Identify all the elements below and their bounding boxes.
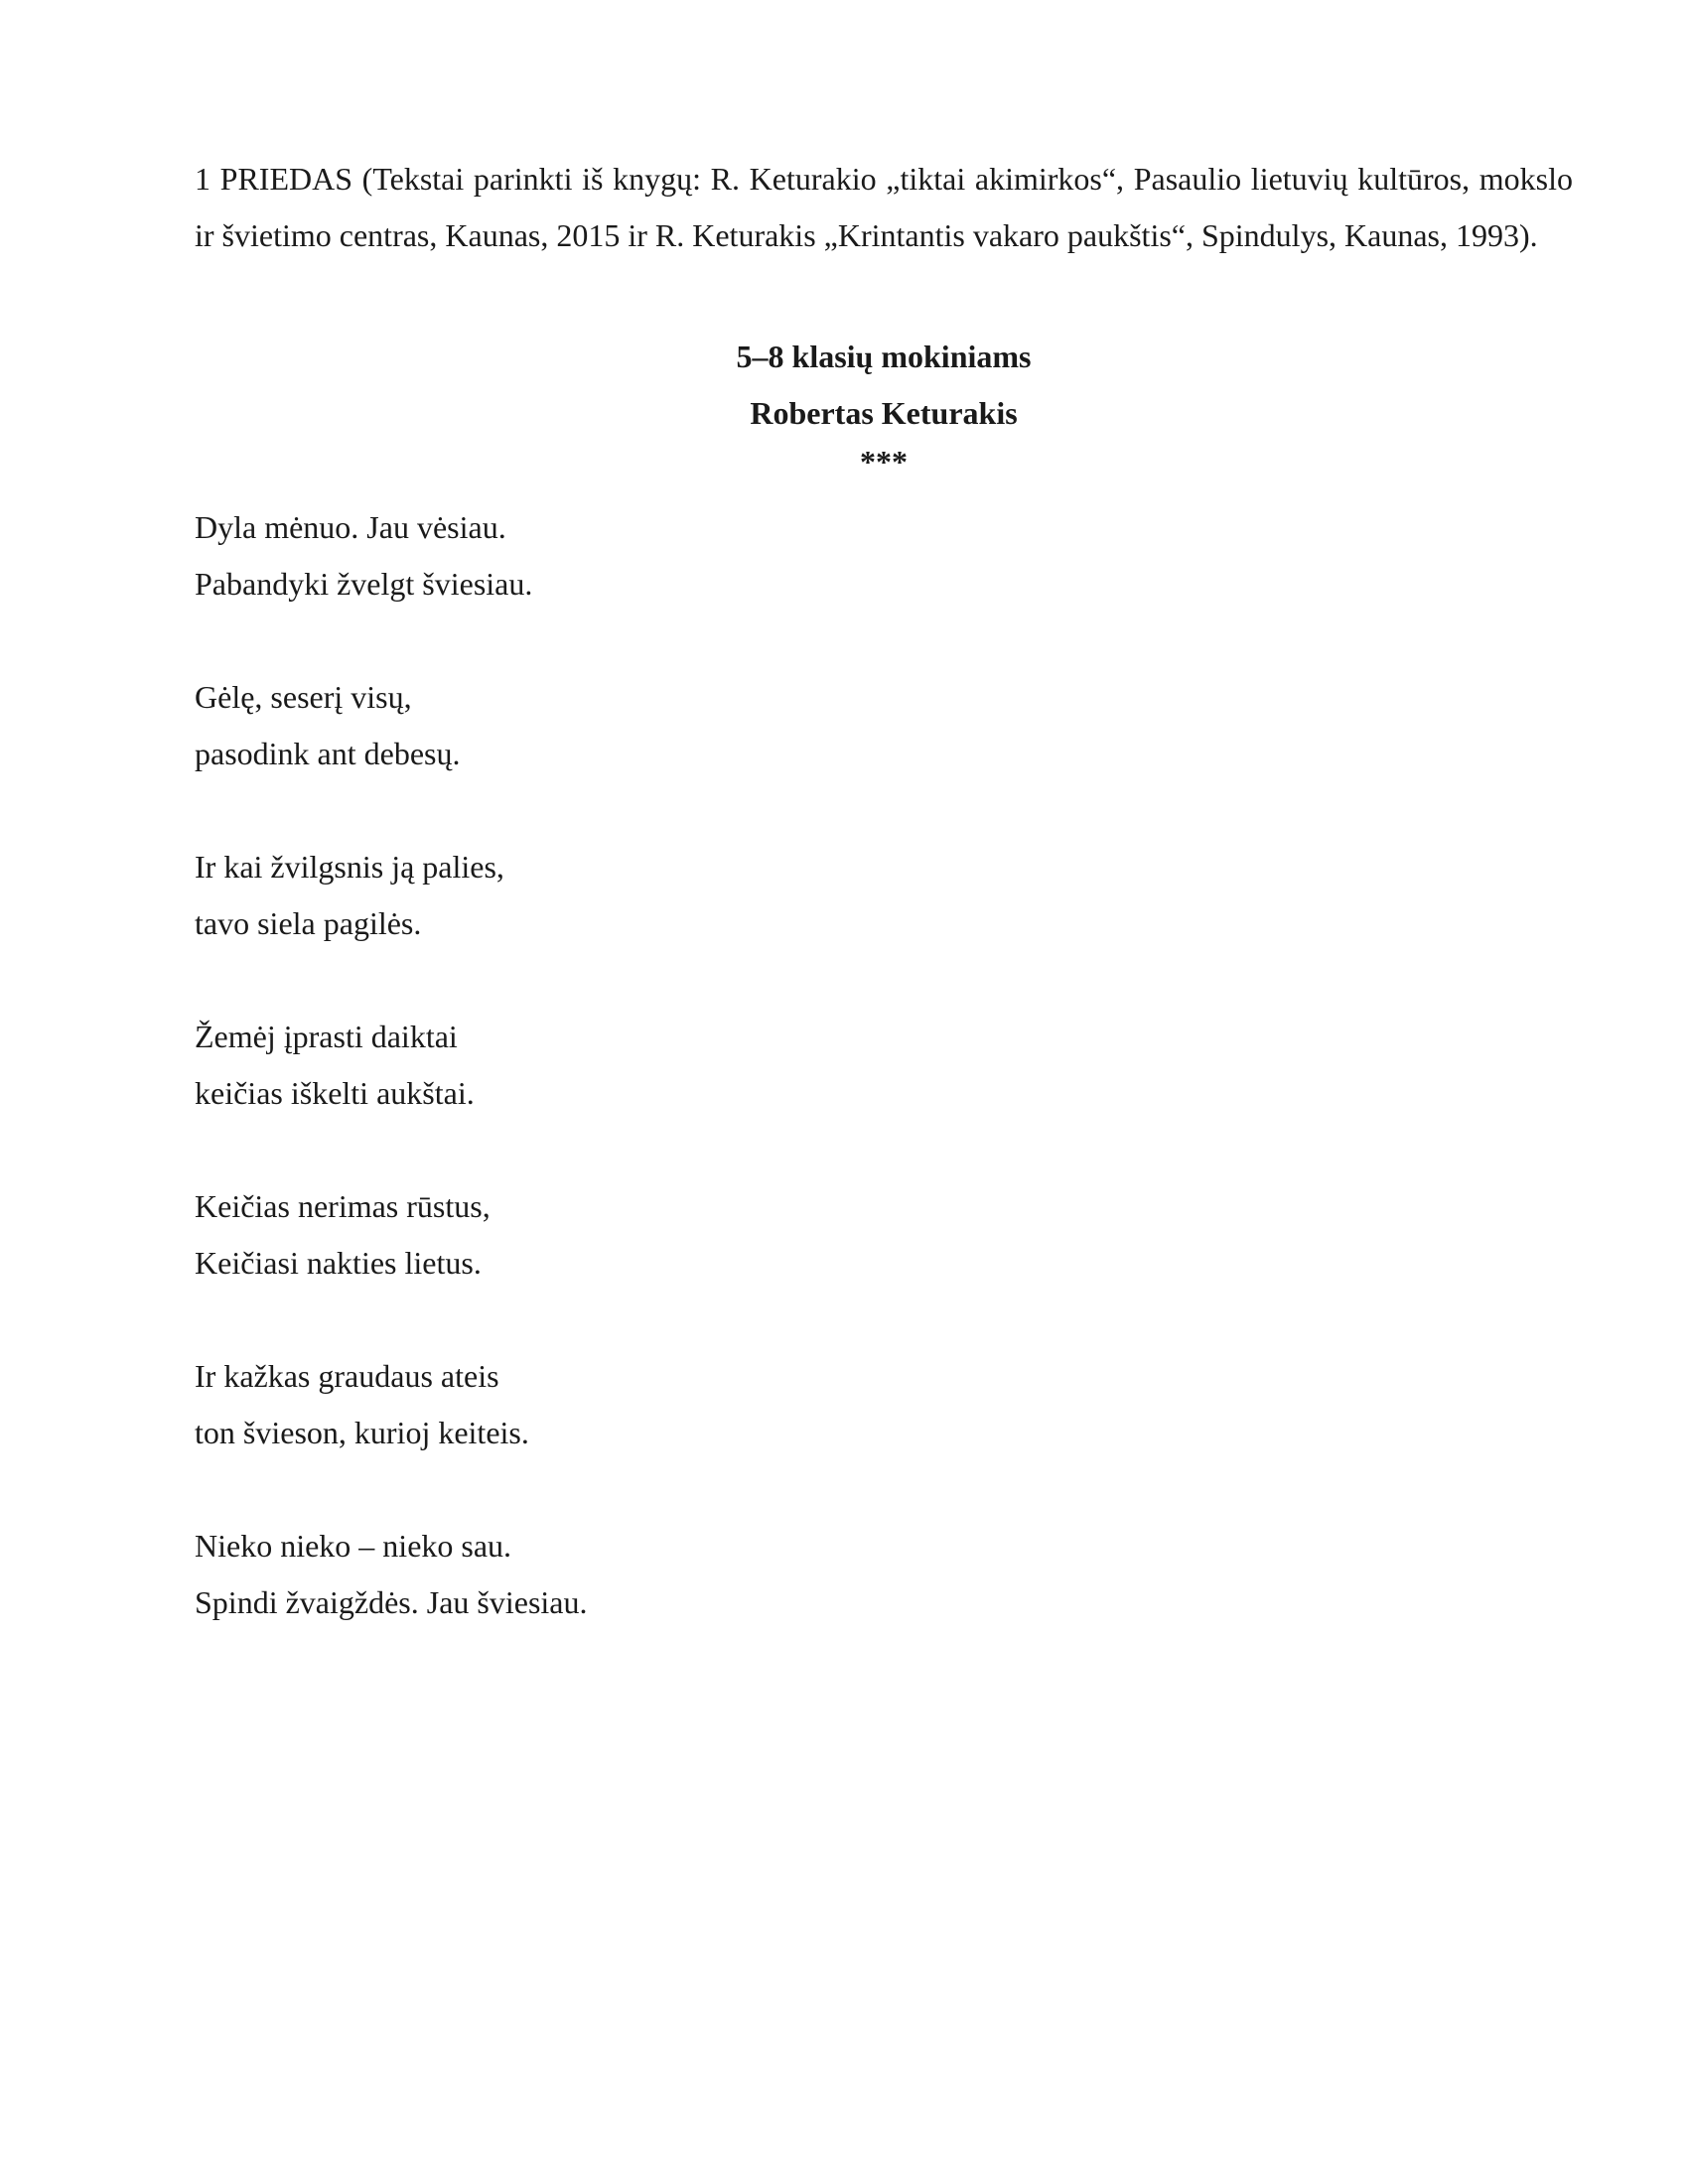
- author-name: Robertas Keturakis: [750, 395, 1018, 431]
- poem-body: [195, 499, 1573, 1631]
- stanza: [195, 669, 1573, 782]
- poem-heading: [195, 329, 1573, 481]
- stanza: [195, 839, 1573, 952]
- verse-line: Keičiasi nakties lietus.: [195, 1245, 482, 1281]
- verse-line: Ir kažkas graudaus ateis: [195, 1358, 499, 1394]
- stanza: [195, 1178, 1573, 1292]
- verse-line: pasodink ant debesų.: [195, 736, 461, 771]
- verse-line: Žemėj įprasti daiktai: [195, 1019, 458, 1054]
- stanza: [195, 1518, 1573, 1631]
- verse-line: Nieko nieko – nieko sau.: [195, 1528, 512, 1564]
- verse-line: keičias iškelti aukštai.: [195, 1075, 475, 1111]
- verse-line: ton švieson, kurioj keiteis.: [195, 1415, 529, 1450]
- verse-line: tavo siela pagilės.: [195, 905, 422, 941]
- verse-line: Dyla mėnuo. Jau vėsiau.: [195, 509, 506, 545]
- document-page: [195, 151, 1573, 1688]
- verse-line: Gėlę, seserį visų,: [195, 679, 412, 715]
- verse-line: Pabandyki žvelgt šviesiau.: [195, 566, 533, 602]
- intro-paragraph: 1 PRIEDAS (Tekstai parinkti iš knygų: R. Keturakio „tiktai akimirkos“, Pasaulio lietuvių kultūros, mokslo ir švietimo centras, Kaunas, 2015 ir R. Keturakis „Krintantis vakaro paukštis“, Spindulys, Kaunas, 1993).: [195, 161, 1573, 253]
- verse-line: Ir kai žvilgsnis ją palies,: [195, 849, 504, 885]
- audience-heading: 5–8 klasių mokiniams: [736, 339, 1032, 374]
- stanza: [195, 1009, 1573, 1122]
- stanza: [195, 499, 1573, 613]
- asterism: ***: [860, 444, 908, 479]
- stanza: [195, 1348, 1573, 1461]
- verse-line: Keičias nerimas rūstus,: [195, 1188, 491, 1224]
- verse-line: Spindi žvaigždės. Jau šviesiau.: [195, 1584, 588, 1620]
